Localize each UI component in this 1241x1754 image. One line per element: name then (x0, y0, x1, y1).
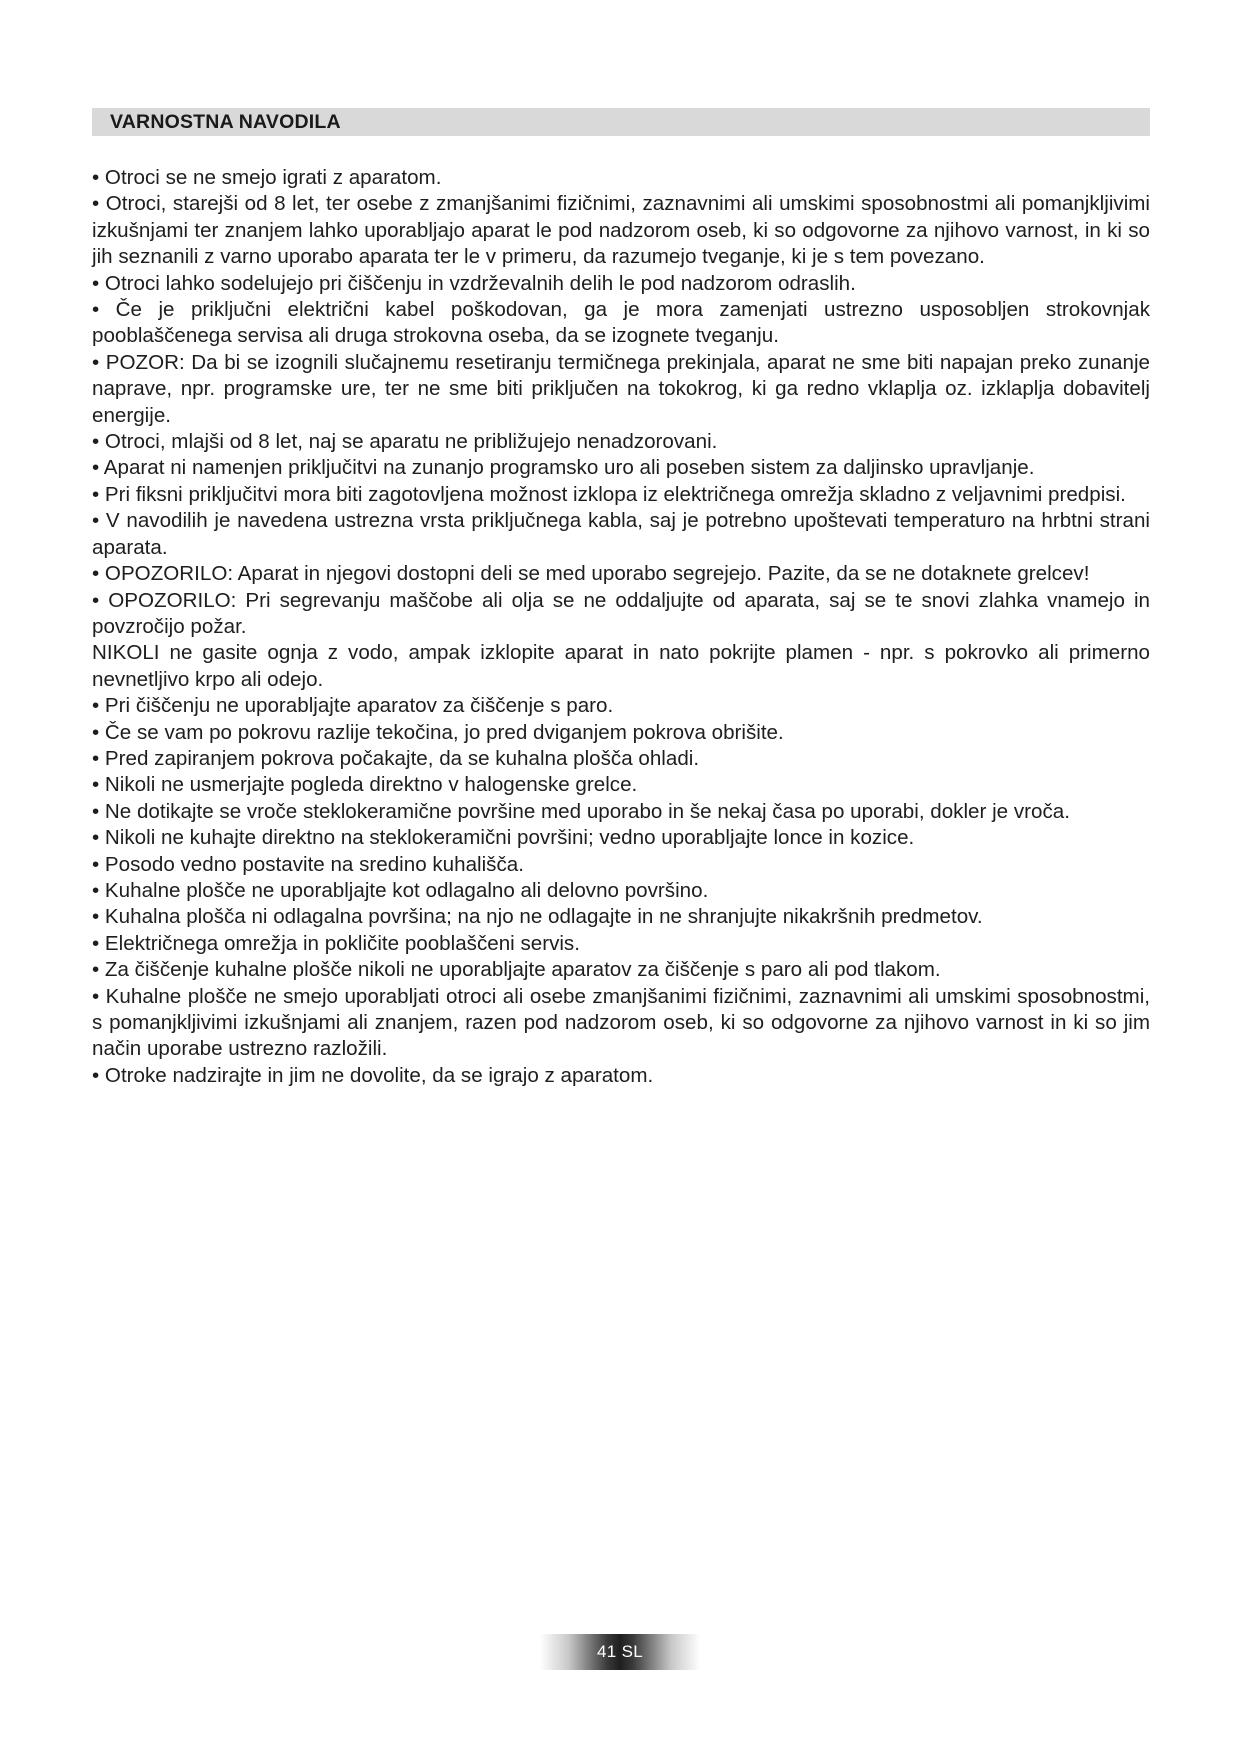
instruction-paragraph: • Otroke nadzirajte in jim ne dovolite, da se igrajo z aparatom. (92, 1063, 654, 1087)
page-number-badge (540, 1634, 700, 1670)
section-header-bar (92, 108, 1150, 136)
instruction-paragraph: • Aparat ni namenjen priključitvi na zunanjo programsko uro ali poseben sistem za daljinsko upravljanje. (92, 456, 1035, 480)
instruction-paragraph: • Posodo vedno postavite na sredino kuhališča. (92, 852, 524, 876)
instruction-paragraph: • Otroci, starejši od 8 let, ter osebe z zmanjšanimi fizičnimi, zaznavnimi ali umskimi sposobnostmi ali pomanjkljivimi izkušnjami ter znanjem lahko uporabljajo aparat le pod nadzorom oseb, ki so odgovorne za njihovo varnost, in ki so jih seznanili z varno uporabo aparata ter le v primeru, da razumejo tveganje, ki je s tem povezano. (92, 192, 1150, 269)
instruction-paragraph: • Za čiščenje kuhalne plošče nikoli ne uporabljajte aparatov za čiščenje s paro ali pod tlakom. (92, 958, 941, 982)
instruction-paragraph: • Otroci lahko sodelujejo pri čiščenju in vzdrževalnih delih le pod nadzorom odraslih. (92, 271, 856, 295)
instruction-paragraph: • OPOZORILO: Aparat in njegovi dostopni deli se med uporabo segrejejo. Pazite, da se ne dotaknete grelcev! (92, 562, 1090, 586)
instruction-paragraph: • Otroci, mlajši od 8 let, naj se aparatu ne približujejo nenadzorovani. (92, 430, 718, 454)
instruction-paragraph: • Kuhalna plošča ni odlagalna površina; na njo ne odlagajte in ne shranjujte nikakršnih predmetov. (92, 905, 983, 929)
instruction-paragraph: NIKOLI ne gasite ognja z vodo, ampak izklopite aparat in nato pokrijte plamen - npr. s pokrovko ali primerno nevnetljivo krpo ali odejo. (92, 641, 1150, 691)
instruction-paragraph: • Pri fiksni priključitvi mora biti zagotovljena možnost izklopa iz električnega omrežja skladno z veljavnimi predpisi. (92, 482, 1126, 506)
instruction-paragraph: • Če se vam po pokrovu razlije tekočina, jo pred dviganjem pokrova obrišite. (92, 720, 784, 744)
instruction-paragraph: • POZOR: Da bi se izognili slučajnemu resetiranju termičnega prekinjala, aparat ne sme biti napajan preko zunanje naprave, npr. programske ure, ter ne sme biti priključen na tokokrog, ki ga redno vklaplja oz. izklaplja dobavitelj energije. (92, 350, 1150, 427)
page-number: 41 SL (597, 1642, 643, 1661)
instruction-paragraph: • Pri čiščenju ne uporabljajte aparatov za čiščenje s paro. (92, 694, 614, 718)
instruction-paragraph: • Če je priključni električni kabel poškodovan, ga je mora zamenjati ustrezno usposobljen strokovnjak pooblaščenega servisa ali druga strokovna oseba, da se izognete tveganju. (92, 298, 1150, 348)
instruction-paragraph: • V navodilih je navedena ustrezna vrsta priključnega kabla, saj je potrebno upoštevati temperaturo na hrbtni strani aparata. (92, 509, 1150, 559)
instruction-paragraph: • Ne dotikajte se vroče steklokeramične površine med uporabo in še nekaj časa po uporabi, dokler je vroča. (92, 799, 1070, 823)
instruction-paragraph: • Nikoli ne usmerjajte pogleda direktno v halogenske grelce. (92, 773, 638, 797)
instruction-paragraph: • Električnega omrežja in pokličite pooblaščeni servis. (92, 931, 580, 955)
instruction-paragraph: • OPOZORILO: Pri segrevanju maščobe ali olja se ne oddaljujte od aparata, saj se te snovi zlahka vnamejo in povzročijo požar. (92, 588, 1150, 638)
instruction-paragraph: • Pred zapiranjem pokrova počakajte, da se kuhalna plošča ohladi. (92, 746, 700, 770)
section-title: VARNOSTNA NAVODILA (110, 110, 341, 133)
instruction-paragraph: • Kuhalne plošče ne smejo uporabljati otroci ali osebe zmanjšanimi fizičnimi, zaznavnimi ali umskimi sposobnostmi, s pomanjkljivimi izkušnjami ali znanjem, razen pod nadzorom oseb, ki so odgovorne za njihovo varnost in ki so jim način uporabe ustrezno razložili. (92, 984, 1150, 1061)
safety-instructions-body (92, 165, 1150, 1089)
instruction-paragraph: • Otroci se ne smejo igrati z aparatom. (92, 166, 442, 189)
instruction-paragraph: • Nikoli ne kuhajte direktno na steklokeramični površini; vedno uporabljajte lonce in kozice. (92, 826, 915, 850)
instruction-paragraph: • Kuhalne plošče ne uporabljajte kot odlagalno ali delovno površino. (92, 878, 709, 902)
